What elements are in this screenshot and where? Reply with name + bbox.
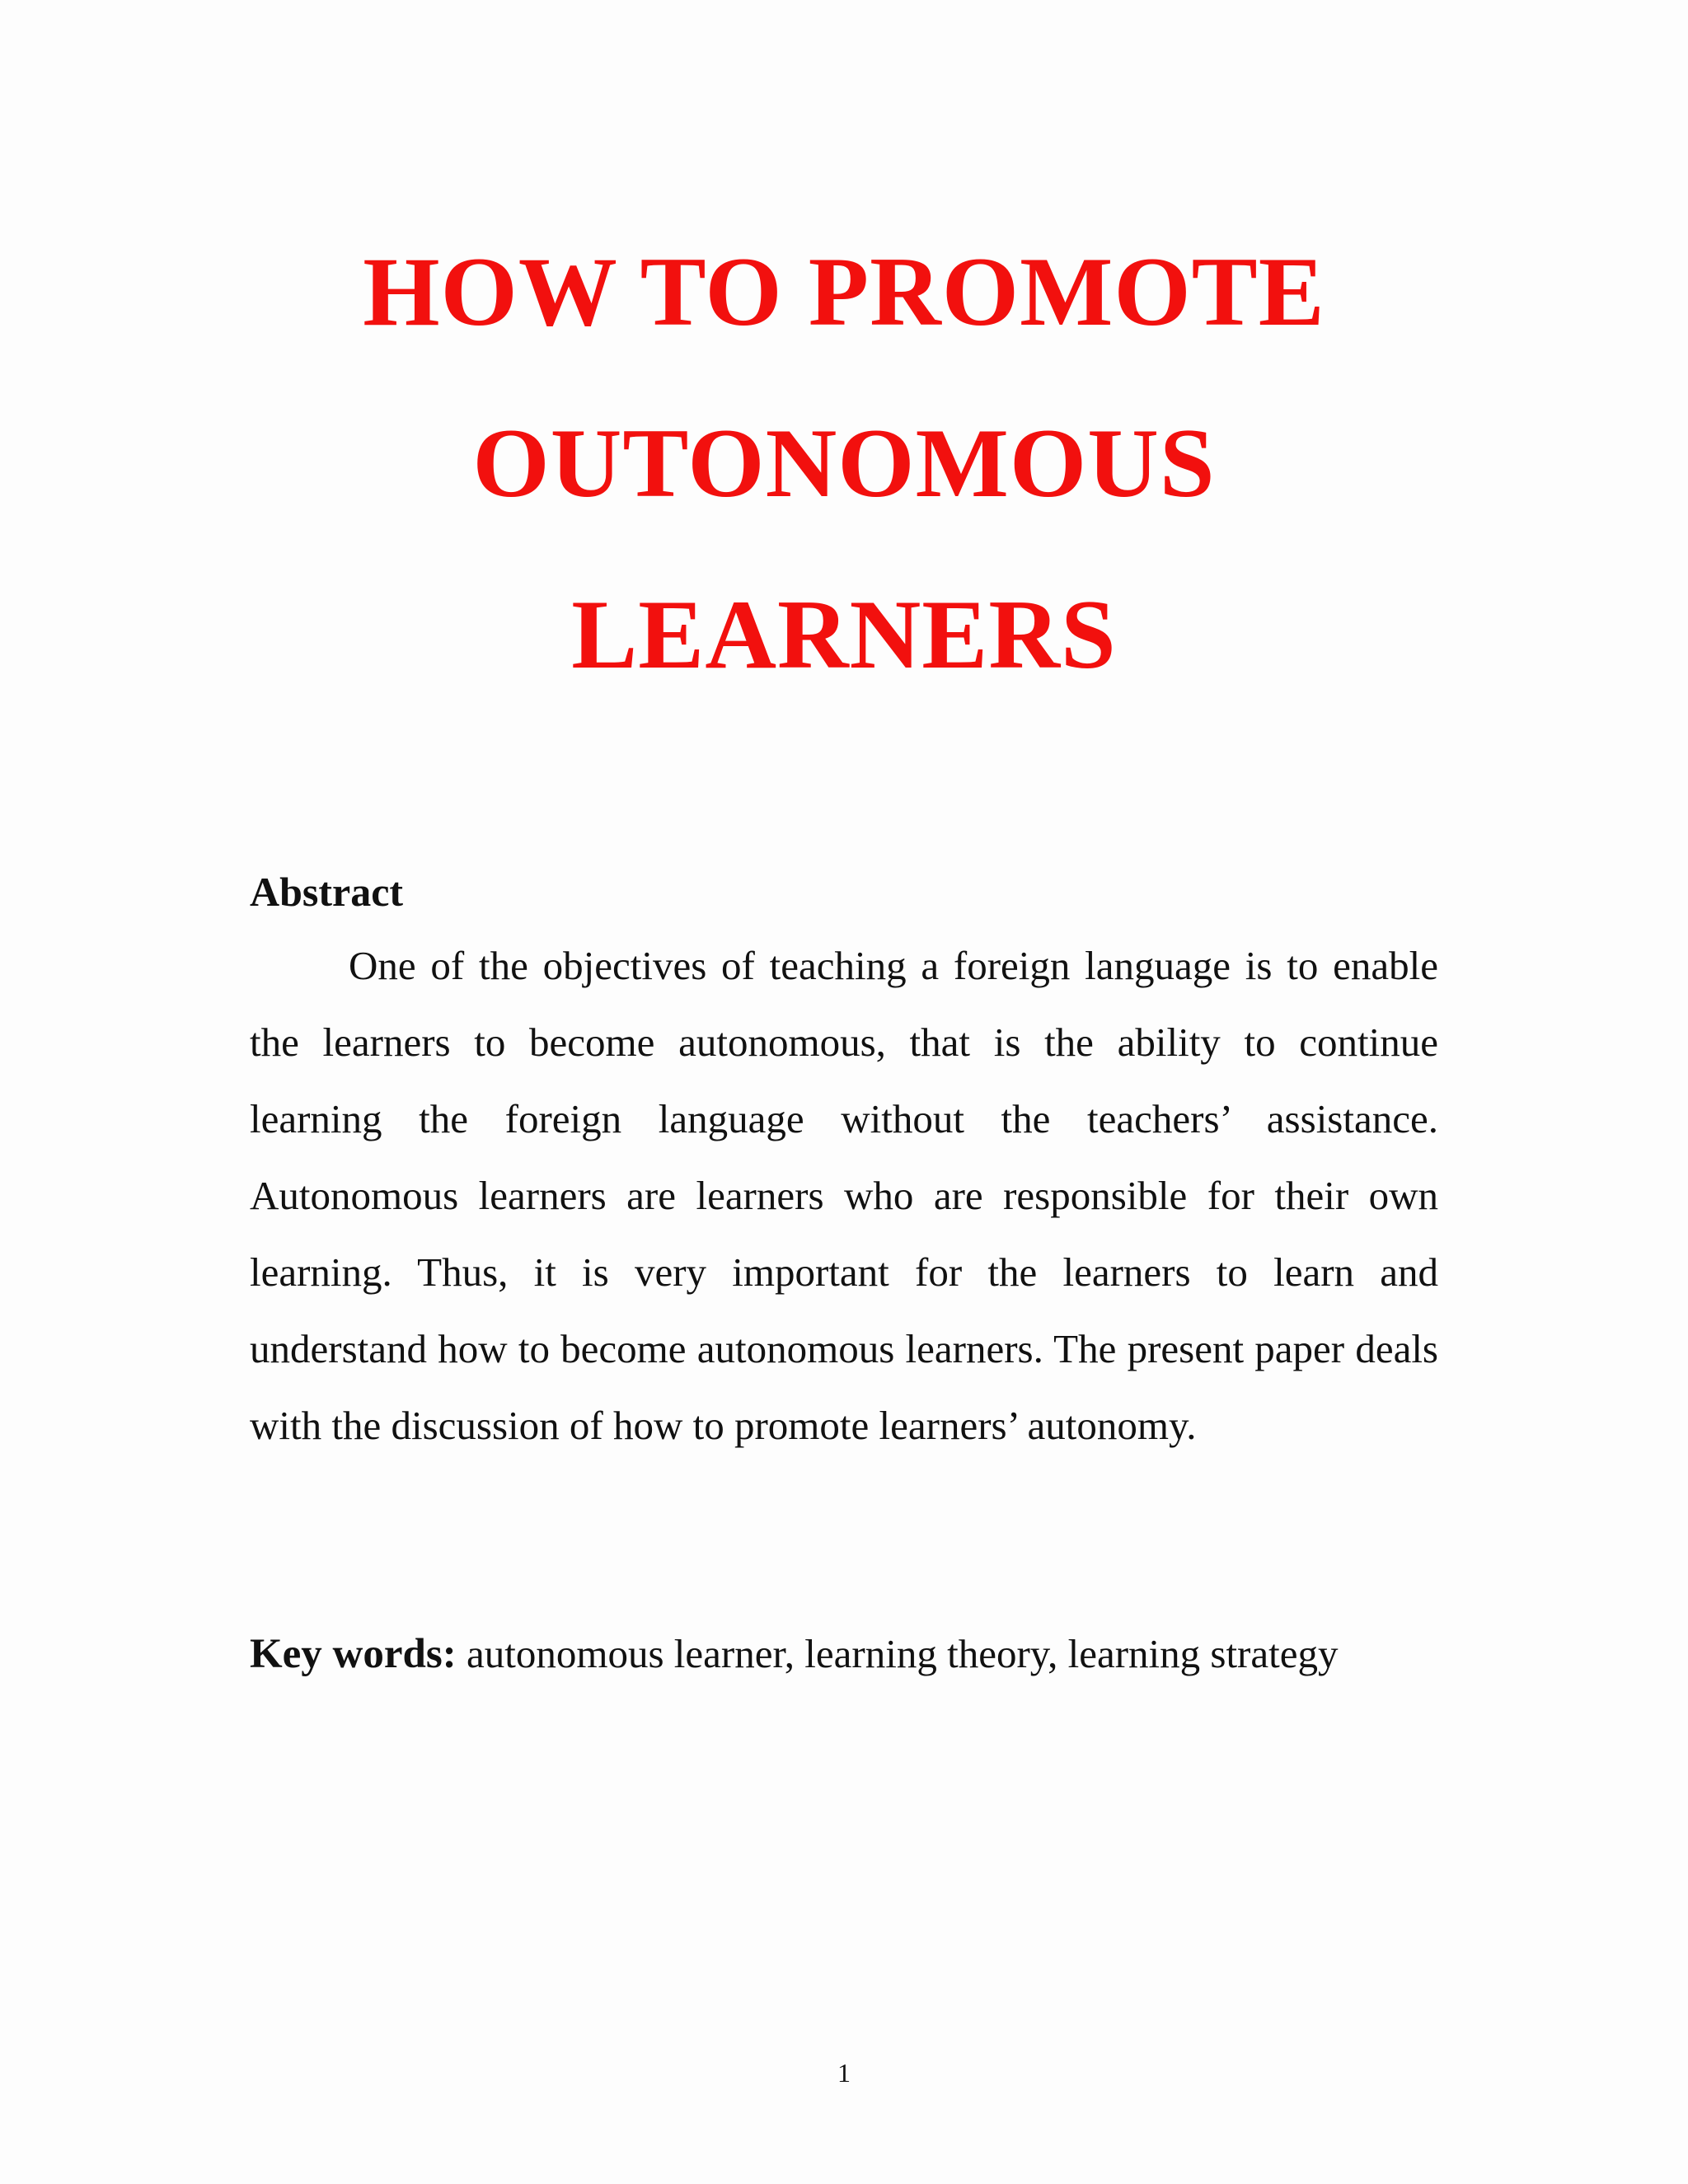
keywords (250, 1615, 1559, 1693)
page-number: 1 (837, 2058, 851, 2088)
title-line-2: OUTONOMOUS (472, 408, 1216, 518)
abstract-body: One of the objectives of teaching a foreign language is to enable the learners to become autonomous, that is the ability to continue learning the foreign language without the teachers’ assistance. Autonomous learners are learners who are responsible for their own learning. Thus, it is very important for the learners to learn and understand how to become autonomous learners. The present paper deals with the discussion of how to promote learners’ autonomy. (250, 943, 1438, 1448)
title-line-3: LEARNERS (571, 579, 1117, 689)
abstract-heading: Abstract (250, 869, 404, 915)
keywords-label: Key words: (250, 1631, 457, 1677)
keywords-text: autonomous learner, learning theory, learning strategy (466, 1631, 1339, 1676)
paper-title (0, 206, 1688, 720)
title-line-1: HOW TO PROMOTE (363, 237, 1325, 346)
